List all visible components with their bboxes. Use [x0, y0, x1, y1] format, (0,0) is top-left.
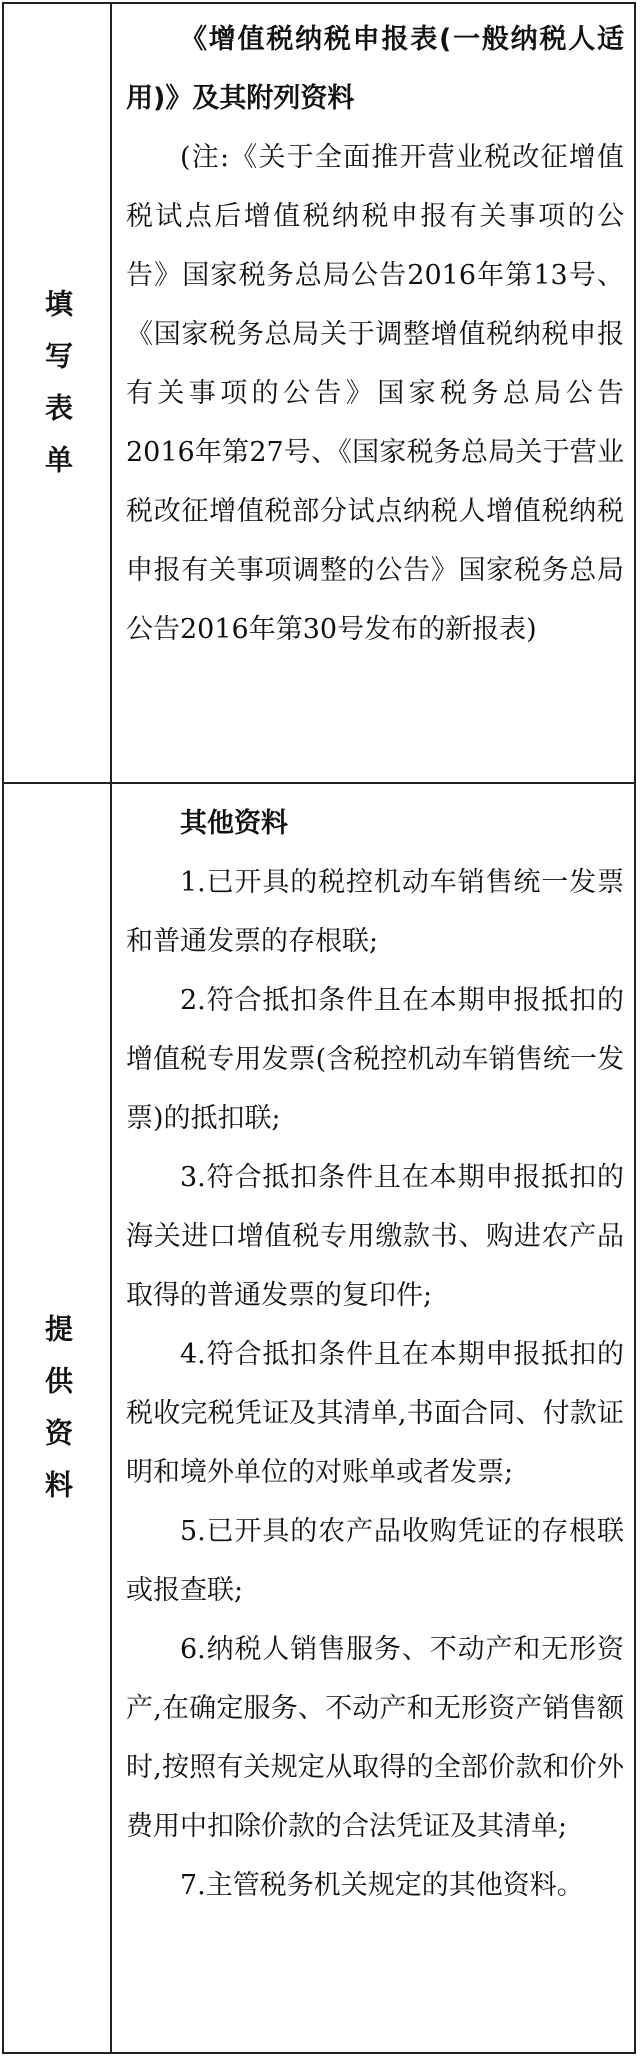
row-label: 填写表单 — [41, 289, 74, 497]
row-label-cell — [4, 784, 112, 2052]
list-item: 6.纳税人销售服务、不动产和无形资产,在确定服务、不动产和无形资产销售额时,按照有关规定从取得的全部价款和价外费用中扣除价款的合法凭证及其清单; — [126, 1634, 624, 1842]
table-row — [4, 784, 634, 2052]
list-item: 4.符合抵扣条件且在本期申报抵扣的税收完税凭证及其清单,书面合同、付款证明和境外单位的对账单或者发票; — [126, 1339, 624, 1488]
row-content-cell — [112, 784, 634, 2052]
list-item: 1.已开具的税控机动车销售统一发票和普通发票的存根联; — [126, 867, 624, 957]
table-row — [4, 4, 634, 784]
list-item: 3.符合抵扣条件且在本期申报抵扣的海关进口增值税专用缴款书、购进农产品取得的普通发票的复印件; — [126, 1162, 624, 1311]
row-label-cell — [4, 4, 112, 782]
list-item: 7.主管税务机关规定的其他资料。 — [180, 1870, 584, 1901]
form-note: (注:《关于全面推开营业税改征增值税试点后增值税纳税申报有关事项的公告》国家税务总局公告2016年第13号、《国家税务总局关于调整增值税纳税申报有关事项的公告》国家税务总局公告2016年第27号、《国家税务总局关于营业税改征增值税部分试点纳税人增值税纳税申报有关事项调整的公告》国家税务总局公告2016年第30号发布的新报表) — [126, 142, 624, 645]
requirements-table — [2, 2, 636, 2054]
list-item: 5.已开具的农产品收购凭证的存根联或报查联; — [126, 1516, 624, 1606]
form-title: 《增值税纳税申报表(一般纳税人适用)》及其附列资料 — [126, 24, 624, 114]
list-item: 2.符合抵扣条件且在本期申报抵扣的增值税专用发票(含税控机动车销售统一发票)的抵扣联; — [126, 985, 624, 1134]
materials-title: 其他资料 — [180, 808, 288, 839]
row-content-cell — [112, 4, 634, 782]
row-label: 提供资料 — [41, 1314, 74, 1522]
